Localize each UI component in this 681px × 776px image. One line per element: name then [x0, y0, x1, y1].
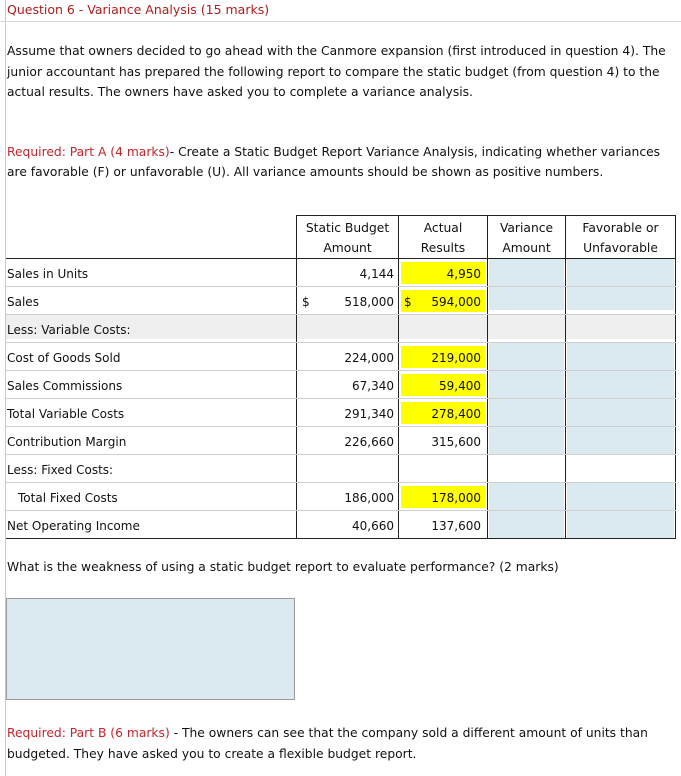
row-label-cogs: Cost of Goods Sold [7, 351, 121, 365]
header-actual-results [399, 218, 487, 258]
table-bottom-border [6, 538, 676, 539]
row-label-sales-units: Sales in Units [7, 267, 89, 281]
dollar-sign-static: $ [302, 295, 310, 309]
part-b-instructions [7, 723, 672, 765]
row-line [6, 370, 676, 371]
table-right-border [675, 215, 676, 539]
actual-total-fixed: 178,000 [431, 491, 481, 505]
static-noi: 40,660 [352, 519, 394, 533]
row-line [6, 482, 676, 483]
intro-paragraph: Assume that owners decided to go ahead with the Canmore expansion (first introduced in question 4). The junior accountant has prepared the following report to compare the static budget (from question 4) to the actual results. The owners have asked you to complete a variance analysis. [7, 44, 666, 99]
row-label-total-variable: Total Variable Costs [7, 407, 125, 421]
row-label-less-variable: Less: Variable Costs: [7, 323, 131, 337]
header-bottom-border [6, 258, 676, 259]
header-variance-amount [488, 218, 565, 258]
row-line [6, 510, 676, 511]
part-a-text: - Create a Static Budget Report Variance Analysis, indicating whether variances are favorable (F) or unfavorable (U). All variance amounts should be shown as positive numbers. [7, 145, 661, 179]
header-actual-line1: Actual [423, 221, 463, 235]
weakness-question: What is the weakness of using a static budget report to evaluate performance? (2 marks) [7, 560, 559, 574]
header-static-budget [297, 218, 398, 258]
header-variance-line2: Amount [502, 241, 551, 255]
header-fav-line2: Unfavorable [583, 241, 658, 255]
title-divider [0, 21, 681, 22]
static-commissions: 67,340 [352, 379, 394, 393]
part-b-text: - The owners can see that the company sold a different amount of units than budgeted. They have asked you to create a flexible budget report. [7, 726, 648, 761]
actual-noi: 137,600 [431, 519, 481, 533]
actual-total-variable: 278,400 [431, 407, 481, 421]
variance-input-block-1[interactable] [489, 258, 564, 310]
static-sales-units: 4,144 [359, 267, 394, 281]
row-line [6, 342, 676, 343]
actual-contribution: 315,600 [431, 435, 481, 449]
row-line [6, 314, 676, 315]
row-label-noi: Net Operating Income [7, 519, 140, 533]
col-divider-1 [296, 215, 297, 539]
fav-input-block-1[interactable] [567, 258, 674, 310]
row-line [6, 398, 676, 399]
part-a-instructions [7, 142, 672, 182]
static-sales: 518,000 [344, 295, 394, 309]
row-line [6, 286, 676, 287]
weakness-answer-box[interactable] [6, 598, 295, 700]
row-label-less-fixed: Less: Fixed Costs: [7, 463, 114, 477]
row-label-sales: Sales [7, 295, 39, 309]
static-total-variable: 291,340 [344, 407, 394, 421]
static-total-fixed: 186,000 [344, 491, 394, 505]
row-line [6, 426, 676, 427]
row-label-commissions: Sales Commissions [7, 379, 123, 393]
question-title: Question 6 - Variance Analysis (15 marks) [7, 2, 270, 17]
static-cogs: 224,000 [344, 351, 394, 365]
part-b-label: Required: Part B (6 marks) [7, 726, 170, 740]
col-divider-2 [398, 215, 399, 539]
header-actual-line2: Results [420, 241, 466, 255]
actual-cogs: 219,000 [431, 351, 481, 365]
header-fav-line1: Favorable or [582, 221, 659, 235]
header-variance-line1: Variance [499, 221, 554, 235]
row-line [6, 454, 676, 455]
header-favorable [566, 218, 675, 258]
part-a-label: Required: Part A (4 marks) [7, 145, 170, 159]
actual-sales-units: 4,950 [446, 267, 481, 281]
dollar-sign-actual: $ [404, 295, 412, 309]
static-contribution: 226,660 [344, 435, 394, 449]
actual-sales: 594,000 [431, 295, 481, 309]
row-label-contribution: Contribution Margin [7, 435, 127, 449]
header-static-line1: Static Budget [305, 221, 390, 235]
actual-commissions: 59,400 [439, 379, 481, 393]
col-divider-4 [565, 215, 566, 539]
col-divider-3 [487, 215, 488, 539]
row-label-total-fixed: Total Fixed Costs [18, 491, 118, 505]
header-static-line2: Amount [323, 241, 372, 255]
table-top-border [296, 215, 676, 216]
